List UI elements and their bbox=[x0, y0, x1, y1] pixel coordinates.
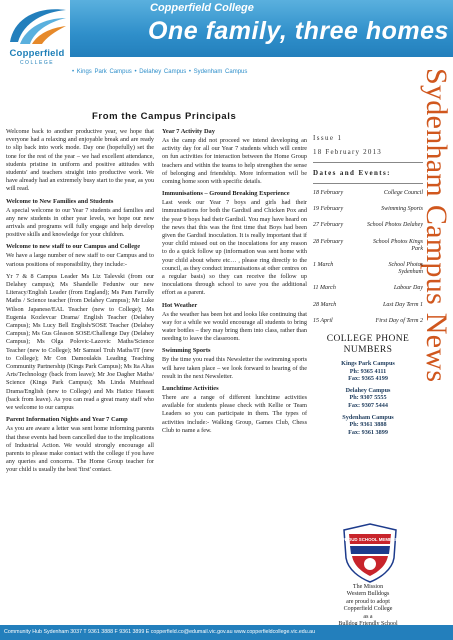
event-row bbox=[313, 285, 423, 292]
article-column-2 bbox=[162, 128, 307, 439]
events-list bbox=[313, 190, 423, 325]
campus-name: Sydenham Campus bbox=[342, 413, 394, 421]
paragraph: As the weather has been hot and looks like continuing that way for a while we would encourage all students to bring water bottles – they may bring them into class, rather than needing to leave the classroom. bbox=[162, 310, 307, 343]
section-heading: Welcome to New Families and Students bbox=[6, 197, 114, 205]
page-footer bbox=[0, 625, 453, 640]
event-date: 1 March bbox=[313, 262, 334, 269]
section-heading: Parent Information Nights and Year 7 Camp bbox=[6, 416, 128, 424]
event-date: 19 February bbox=[313, 206, 344, 213]
side-title bbox=[420, 68, 453, 608]
event-date: 27 February bbox=[313, 222, 344, 229]
logo-swoosh-icon bbox=[4, 4, 70, 48]
article-column-1 bbox=[6, 128, 154, 479]
paragraph: We have a large number of new staff to our Campus and to various positions of responsibility, they include:- bbox=[6, 252, 154, 268]
section-heading: Immunisations – Ground Breaking Experience bbox=[162, 190, 290, 198]
section-heading: Swimming Sports bbox=[162, 347, 211, 355]
paragraph: Last week our Year 7 boys and girls had their immunisations for both the Gardisil and Chicken Pox and the year 9 boys had their Gardisil. You may have heard on the news that this was the first time that Boys had been given the Gardisil inoculation. It is really important that if your child missed out on the inoculations for any reason to do a quick follow up (information was sent home with your child about where etc… , please ring directly to the council, as they conduct immunisations at other centres on a regular basis) so they can receive the follow up inoculations through school to save you the additional effort as a parent. bbox=[162, 199, 307, 297]
event-date: 28 February bbox=[313, 238, 344, 245]
event-date: 11 March bbox=[313, 285, 336, 292]
event-row bbox=[313, 262, 423, 276]
campus-name: Kings Park Campus bbox=[341, 360, 395, 368]
event-date: 15 April bbox=[313, 317, 333, 324]
college-logo bbox=[4, 4, 70, 66]
section-heading: Lunchtime Activities bbox=[162, 385, 219, 393]
campus-ph: Ph: 9365 4111 bbox=[349, 367, 387, 375]
banner-title: Copperfield College bbox=[150, 2, 254, 14]
event-row bbox=[313, 239, 423, 253]
paragraph: Welcome back to another productive year, we hope that everyone had a relaxing and enjoyable break and are ready to slip back into work mode. Day one (hopefully) set the tone for the rest of the year – we had excellent attendance, students pristine in uniform and positive attitudes with students' and teachers straight into productive work. We have already had an extremely busy start to the year, as you will read. bbox=[6, 128, 154, 193]
campus-bar bbox=[70, 57, 453, 68]
bulldogs-note bbox=[313, 584, 423, 628]
bulldogs-line: are proud to adopt bbox=[346, 598, 390, 605]
bulldogs-line: The Mission bbox=[352, 584, 384, 590]
event-row bbox=[313, 318, 423, 325]
logo-school-sub: COLLEGE bbox=[19, 60, 55, 66]
event-name: School Photos Delahey bbox=[367, 222, 423, 229]
event-name: Labour Day bbox=[393, 285, 423, 292]
campus-fax: Fax: 9307 5444 bbox=[348, 402, 388, 409]
paragraph: As you are aware a letter was sent home informing parents that these events had been cancelled due to the implications of Industrial Action. We would strongly encourage all parents to please make contact with the college if you have any queries and concerns. The Home Group teacher for your child is usually the best 'first' contact. bbox=[6, 425, 154, 474]
bulldogs-line: Western Bulldogs bbox=[346, 591, 390, 598]
paragraph: As the camp did not proceed we intend developing an activity day for all our Year 7 students which will centre on fun activities for interaction between the Home Group teachers and within the teams to help strengthen the sense of belonging and friendship. More information will be coming home soon with specific details. bbox=[162, 137, 307, 186]
campus-contact bbox=[313, 360, 423, 383]
paragraph: By the time you read this Newsletter the swimming sports will have taken place – we look forward to hearing of the result in the next Newsletter. bbox=[162, 356, 307, 380]
paragraph: A special welcome to our Year 7 students and families and any new students in other year levels, we hope our new arrivals and programs will fully engage and help develop positive skills and knowledge for your children. bbox=[6, 206, 154, 239]
paragraph: Yr 7 & 8 Campus Leader Ms Liz Talevski (from our Delahey campus); Ms Shandelle Feduniw our new Literacy/English Leader (from England); Ms Pam Farrelly Maths / Science teacher (from Delahey Campus); Mr Luke Wilson Japanese/EAL Teacher (new to College); Ms Eugenia Kozlevcar Drama/ English Teacher (Delahey Campus); Ms Lucy Bell English/SOSE Teacher (Delahey Campus); Ms Gus Gleason SOSE/Challenge Day (Delahey Campus); Ms Olga Polovic-Lazovic Maths/Science Teacher (new to College); Mr Samuel Truh Maths/IT (new to College); Mr Con Damoulakis Leading Teaching Community Partnership (Kings Park Campus); Ms Ita Altas Arts/Technology (back from leave); Mr Joe Dagher Maths/ Science (Kings Park Campus); Ms Linda Muirhead Drama/English (new to College) and Ms Hatice Hassett (back from leave). As you can read a great many staff who we welcome to our campus bbox=[6, 272, 154, 412]
campus-ph: Ph: 9307 5555 bbox=[349, 394, 387, 402]
event-date: 18 February bbox=[313, 190, 344, 196]
issue-number: Issue 1 bbox=[313, 134, 343, 142]
header-banner bbox=[70, 0, 453, 57]
banner-tagline: One family, three homes bbox=[148, 17, 449, 45]
event-name: First Day of Term 2 bbox=[375, 317, 423, 324]
bulldogs-line: as a bbox=[363, 613, 373, 620]
event-row bbox=[313, 222, 423, 229]
event-row bbox=[313, 206, 423, 213]
phone-heading: COLLEGE PHONE NUMBERS bbox=[326, 334, 410, 356]
section-heading: Hot Weather bbox=[162, 301, 198, 309]
campus-fax: Fax: 9361 3899 bbox=[348, 428, 388, 436]
campus-fax: Fax: 9365 4199 bbox=[348, 375, 388, 383]
campus-name: Delahey Campus bbox=[345, 386, 391, 394]
event-name: Last Day Term 1 bbox=[383, 301, 423, 308]
dates-heading: Dates and Events: bbox=[313, 169, 391, 177]
divider bbox=[313, 183, 423, 184]
mascot-text: PROUD SCHOOL MEMBER bbox=[341, 537, 399, 542]
footer-contact: Community Hub Sydenham 3037 T 9361 3888 F 9361 3899 E copperfield.co@edumail.vic.gov.au www.copperfieldcollege.vic.edu.au bbox=[4, 629, 316, 635]
campus-ph: Ph: 9361 3888 bbox=[349, 421, 387, 429]
section-heading: Year 7 Activity Day bbox=[162, 128, 215, 135]
bulldogs-line: Copperfield College bbox=[343, 606, 393, 613]
event-name: School Photos Kings Park bbox=[372, 238, 423, 252]
divider bbox=[313, 162, 423, 163]
page-header bbox=[0, 0, 453, 68]
campus-phone-list bbox=[313, 360, 423, 436]
event-name: Swimming Sports bbox=[381, 206, 423, 213]
event-name: School Photos Sydenham bbox=[388, 262, 423, 276]
page-title: From the Campus Principals bbox=[92, 111, 237, 122]
event-row bbox=[313, 302, 423, 309]
event-date: 28 March bbox=[313, 301, 337, 308]
sidebar-panel bbox=[313, 128, 423, 436]
campus-contact bbox=[313, 387, 423, 410]
event-name: College Council bbox=[383, 190, 423, 196]
paragraph: There are a range of different lunchtime activities available for students please check with Kellie or Team Leaders so you can participate in them. The types of activities include:- Walking Group, Games Club, Chess Club to name a few. bbox=[162, 394, 307, 434]
issue-date: 18 February 2013 bbox=[313, 148, 382, 156]
campus-list: • Kings Park Campus • Delahey Campus • Sydenham Campus bbox=[72, 69, 248, 75]
event-row bbox=[313, 190, 423, 197]
section-heading: Welcome to new staff to our Campus and College bbox=[6, 243, 141, 251]
bulldogs-shield-icon bbox=[340, 522, 400, 584]
side-title-text: Sydenham Campus News bbox=[420, 68, 453, 383]
logo-school-name: Copperfield bbox=[9, 48, 65, 59]
campus-contact bbox=[313, 414, 423, 437]
